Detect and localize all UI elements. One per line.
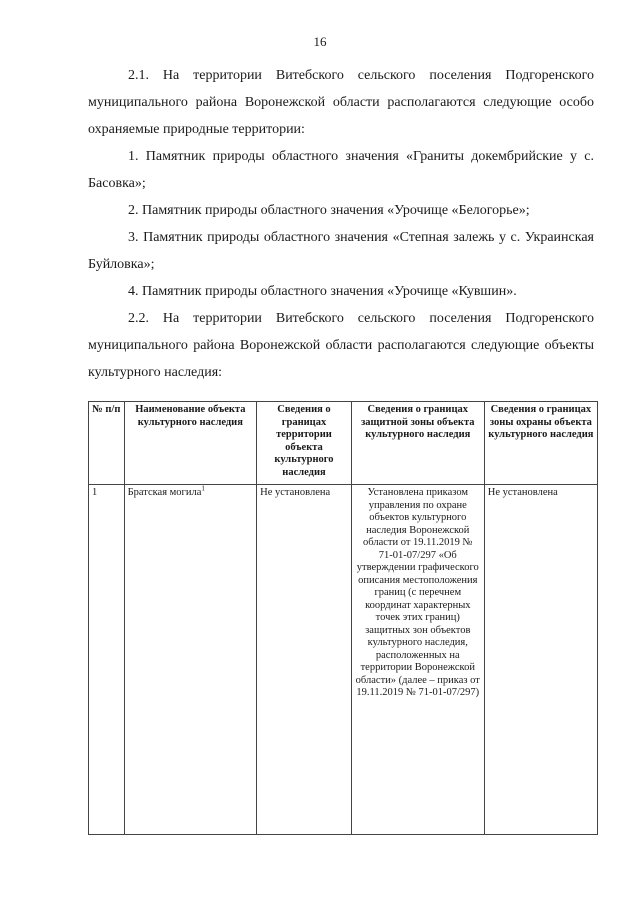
page-number: 16: [313, 34, 327, 49]
list-item-4: 4. Памятник природы областного значения «Урочище «Кувшин».: [128, 284, 517, 299]
cell-security-zone: Не установлена: [484, 485, 597, 835]
table-row: [89, 485, 598, 835]
header-object-name: Наименование объекта культурного наследия: [124, 402, 257, 485]
paragraph-2-1: 2.1. На территории Витебского сельского поселения Подгоренского муниципального района Воронежской области располагаются следующие особо охраняемые природные территории:: [88, 68, 594, 137]
cell-territory: Не установлена: [257, 485, 352, 835]
table-header-row: [89, 402, 598, 485]
cell-protective-zone: Установлена приказом управления по охране объектов культурного наследия Воронежской области от 19.11.2019 № 71-01-07/297 «Об утверждении графического описания местоположения границ (с перечнем координат характерных точек этих границ) защитных зон объектов культурного наследия, расположенных на территории Воронежской области» (далее – приказ от 19.11.2019 № 71-01-07/297): [351, 485, 484, 835]
object-name-text: Братская могила: [127, 487, 202, 498]
footnote-marker: 1: [201, 484, 205, 493]
document-body: [88, 62, 594, 386]
header-territory-boundaries: Сведения о границах территории объекта культурного наследия: [257, 402, 352, 485]
header-security-zone: Сведения о границах зоны охраны объекта культурного наследия: [484, 402, 597, 485]
list-item-1: 1. Памятник природы областного значения «Граниты докембрийские у с. Басовка»;: [88, 149, 594, 191]
header-protective-zone: Сведения о границах защитной зоны объекта культурного наследия: [351, 402, 484, 485]
cell-number: 1: [89, 485, 125, 835]
paragraph-2-2: 2.2. На территории Витебского сельского поселения Подгоренского муниципального района Воронежской области располагаются следующие объекты культурного наследия:: [88, 311, 594, 380]
header-number: № п/п: [89, 402, 125, 485]
list-item-3: 3. Памятник природы областного значения «Степная залежь у с. Украинская Буйловка»;: [88, 230, 594, 272]
list-item-2: 2. Памятник природы областного значения «Урочище «Белогорье»;: [128, 203, 530, 218]
heritage-objects-table: [88, 401, 598, 835]
cell-object-name: [124, 485, 257, 835]
